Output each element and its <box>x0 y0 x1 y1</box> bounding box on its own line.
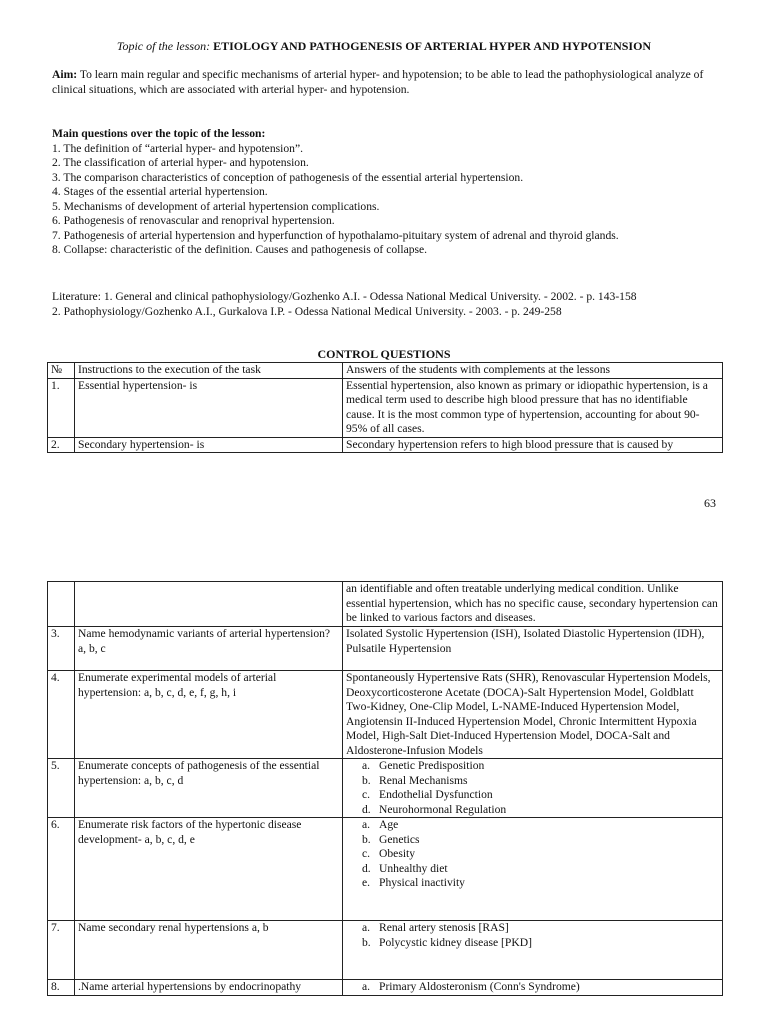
row-number: 1. <box>48 378 75 437</box>
row-answer: Essential hypertension, also known as primary or idiopathic hypertension, is a medical term used to describe high blood pressure that has no identifiable cause. It is the most common type of hypertension, accounting for about 90-95% of all cases. <box>343 378 723 437</box>
main-question-item: 2. The classification of arterial hyper- and hypotension. <box>52 156 309 169</box>
row-number: 5. <box>48 759 75 818</box>
table-row <box>48 818 723 921</box>
table-header-row <box>48 363 723 379</box>
row-answer: Isolated Systolic Hypertension (ISH), Isolated Diastolic Hypertension (IDH), Pulsatile Hypertension <box>343 627 723 671</box>
list-item: c. Endothelial Dysfunction <box>362 788 493 801</box>
table-row <box>48 671 723 759</box>
list-item: c. Obesity <box>362 847 416 860</box>
table-row <box>48 921 723 980</box>
table-row <box>48 627 723 671</box>
aim-paragraph <box>52 68 724 97</box>
row-number: 8. <box>48 980 75 996</box>
header-answers: Answers of the students with complements at the lessons <box>343 363 723 379</box>
row-answer: an identifiable and often treatable underlying medical condition. Unlike essential hypertension, which has no specific cause, secondary hypertension can be linked to various factors and diseases. <box>343 582 723 627</box>
table-row <box>48 437 723 453</box>
row-answer-text: Secondary hypertension refers to high blood pressure that is caused by <box>346 437 674 451</box>
row-answer: Spontaneously Hypertensive Rats (SHR), Renovascular Hypertension Models, Deoxycorticosterone Acetate (DOCA)-Salt Hypertension Model, Goldblatt Two-Kidney, One-Clip Model, L-NAME-Induced Hypertension Model, Angiotensin II-Induced Hypertension Model, Chronic Intermittent Hypoxia Model, High-Salt Diet-Induced Hypertension Model, DOCA-Salt and Aldosterone-Infusion Models <box>343 671 723 759</box>
list-item: b. Polycystic kidney disease [PKD] <box>362 935 532 949</box>
list-item: a. Renal artery stenosis [RAS] <box>362 921 509 934</box>
list-item: b. Renal Mechanisms <box>362 773 468 787</box>
main-question-item: 8. Collapse: characteristic of the definition. Causes and pathogenesis of collapse. <box>52 243 428 256</box>
main-question-item: 5. Mechanisms of development of arterial hypertension complications. <box>52 199 380 213</box>
row-answer-list <box>343 980 723 996</box>
main-question-item: 4. Stages of the essential arterial hypertension. <box>52 185 268 198</box>
list-item: d. Neurohormonal Regulation <box>362 802 507 816</box>
row-number: 6. <box>48 818 75 921</box>
answer-list <box>346 759 719 817</box>
row-answer-list <box>343 818 723 921</box>
page-number: 63 <box>704 496 716 510</box>
answer-list <box>346 818 719 891</box>
header-number: № <box>48 363 75 379</box>
main-question-item: 7. Pathogenesis of arterial hypertension and hyperfunction of hypothalamo-pituitary system of adrenal and thyroid glands. <box>52 228 619 242</box>
main-question-item: 1. The definition of “arterial hyper- and hypotension”. <box>52 141 303 155</box>
literature-line-2: 2. Pathophysiology/Gozhenko A.I., Gurkalova I.P. - Odessa National Medical University. - 2003. - p. 249-258 <box>52 304 562 318</box>
row-number: 4. <box>48 671 75 759</box>
row-question: Enumerate risk factors of the hypertonic disease development- a, b, c, d, e <box>75 818 343 921</box>
table-row <box>48 582 723 627</box>
table-row <box>48 378 723 437</box>
answer-list <box>346 921 719 950</box>
row-question: Enumerate concepts of pathogenesis of the essential hypertension: a, b, c, d <box>75 759 343 818</box>
main-question-item: 3. The comparison characteristics of conception of pathogenesis of the essential arterial hypertension. <box>52 170 524 184</box>
literature-line-1: Literature: 1. General and clinical pathophysiology/Gozhenko A.I. - Odessa National Medical University. - 2002. - p. 143-158 <box>52 290 637 303</box>
row-question: Essential hypertension- is <box>75 378 343 437</box>
main-questions <box>52 127 724 258</box>
row-number: 3. <box>48 627 75 671</box>
main-questions-heading: Main questions over the topic of the lesson: <box>52 127 266 140</box>
row-question: Name secondary renal hypertensions a, b <box>75 921 343 980</box>
row-number: 2. <box>48 437 75 453</box>
topic-label: Topic of the lesson: <box>116 39 211 53</box>
literature <box>52 290 724 319</box>
list-item: a. Genetic Predisposition <box>362 759 485 772</box>
control-questions-title: CONTROL QUESTIONS <box>317 347 451 361</box>
list-item: b. Genetics <box>362 832 420 846</box>
lesson-title <box>0 39 768 54</box>
row-question: Secondary hypertension- is <box>75 437 343 453</box>
aim-text: To learn main regular and specific mechanisms of arterial hyper- and hypotension; to be able to lead the pathophysiological analyze of clinical situations, which are associated with arterial hyper- and hypotension. <box>52 68 704 96</box>
answer-list <box>346 980 719 995</box>
table-row <box>48 759 723 818</box>
row-question: Enumerate experimental models of arterial hypertension: a, b, c, d, e, f, g, h, i <box>75 671 343 759</box>
row-answer-list <box>343 921 723 980</box>
list-item: e. Physical inactivity <box>362 876 465 889</box>
list-item: a. Primary Aldosteronism (Conn's Syndrome) <box>362 980 580 993</box>
topic-text: ETIOLOGY AND PATHOGENESIS OF ARTERIAL HYPER AND HYPOTENSION <box>213 39 652 53</box>
row-answer <box>343 437 723 453</box>
control-questions-table-continued <box>47 581 723 996</box>
row-question: Name hemodynamic variants of arterial hypertension? a, b, c <box>75 627 343 671</box>
aim-label: Aim: <box>52 68 78 81</box>
control-questions-table <box>47 362 723 453</box>
list-item: d. Unhealthy diet <box>362 861 448 875</box>
list-item: a. Age <box>362 818 399 831</box>
row-answer-list <box>343 759 723 818</box>
row-question: .Name arterial hypertensions by endocrinopathy <box>75 980 343 996</box>
row-number: 7. <box>48 921 75 980</box>
table-row <box>48 980 723 996</box>
header-instructions: Instructions to the execution of the task <box>75 363 343 379</box>
main-question-item: 6. Pathogenesis of renovascular and renoprival hypertension. <box>52 214 335 227</box>
